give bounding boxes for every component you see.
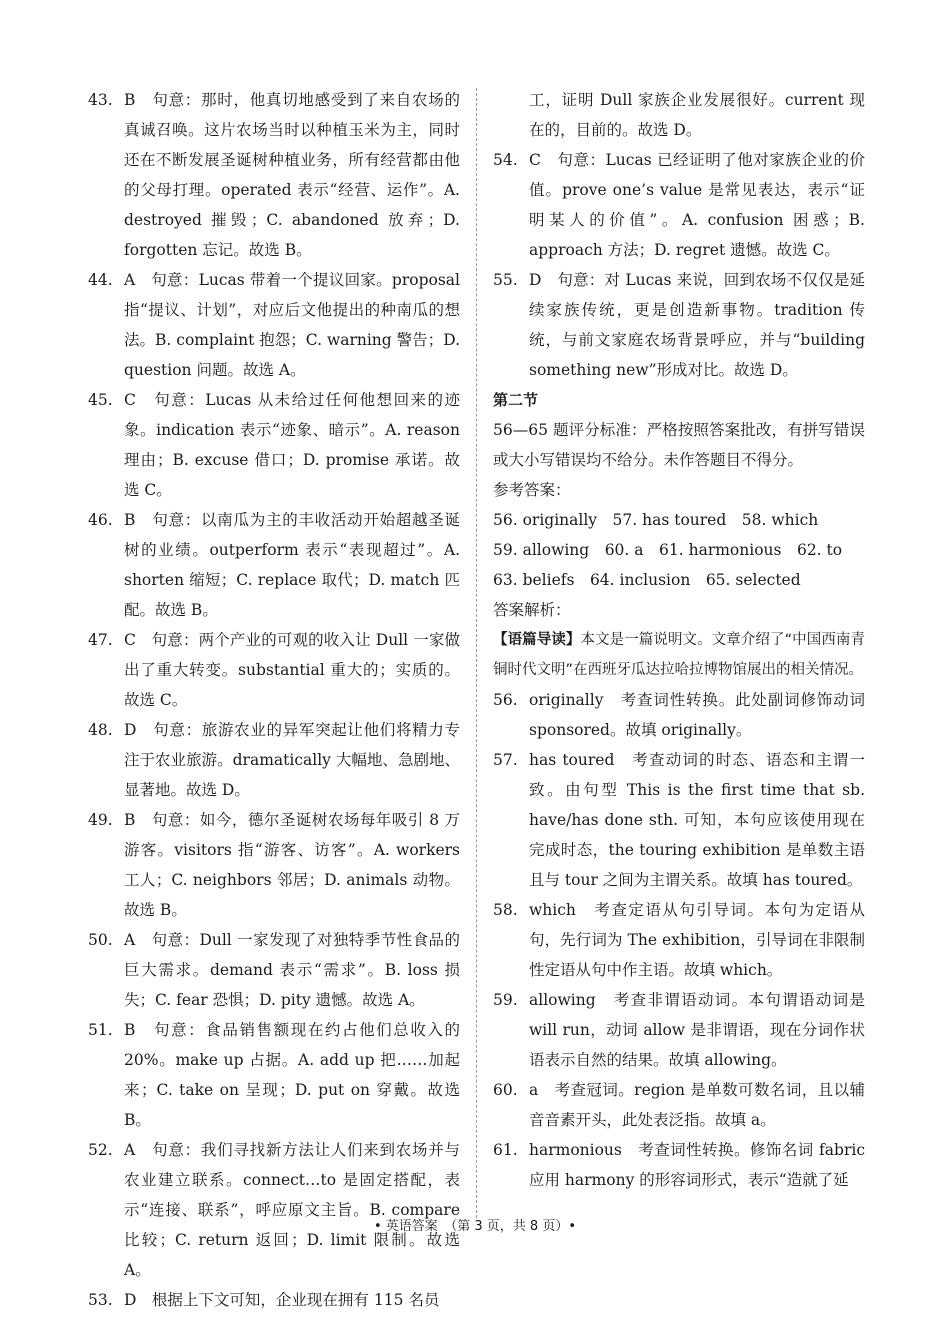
item-number: 57. (493, 751, 518, 769)
answer-item (493, 265, 865, 385)
answer-item (493, 1075, 865, 1135)
item-number: 51. (88, 1021, 113, 1039)
item-number: 52. (88, 1141, 113, 1159)
item-number: 44. (88, 271, 113, 289)
item-text: a 考查冠词。region 是单数可数名词，且以辅音音素开头，此处表泛指。故填 a。 (529, 1081, 865, 1129)
answer-item (493, 685, 865, 745)
item-number: 50. (88, 931, 113, 949)
item-number: 60. (493, 1081, 518, 1099)
item-text: C 句意：Lucas 已经证明了他对家族企业的价值。prove one’s value 是常见表达，表示“证明某人的价值”。A. confusion 困惑；B. approach 方法；D. regret 遗憾。故选 C。 (529, 151, 865, 259)
answer-item (493, 745, 865, 895)
item-number: 61. (493, 1141, 518, 1159)
answer-item (88, 1015, 460, 1135)
answer-item (88, 805, 460, 925)
item-number: 43. (88, 91, 113, 109)
item-text: A 句意：我们寻找新方法让人们来到农场并与农业建立联系。connect…to 是固定搭配，表示“连接、联系”，呼应原文主旨。B. compare 比较；C. return 返回；D. limit 限制。故选 A。 (124, 1141, 460, 1279)
item-number: 58. (493, 901, 518, 919)
item-number: 45. (88, 391, 113, 409)
passage-guide-text: 本文是一篇说明文。文章介绍了“中国西南青铜时代文明”在西班牙瓜达拉哈拉博物馆展出的相关情况。 (493, 632, 866, 678)
item-text: originally 考查词性转换。此处副词修饰动词 sponsored。故填 originally。 (529, 691, 865, 739)
answer-item (88, 925, 460, 1015)
item-text: B 句意：食品销售额现在约占他们总收入的 20%。make up 占据。A. add up 把……加起来；C. take on 呈现；D. put on 穿戴。故选 B。 (124, 1021, 460, 1129)
answer-item (493, 145, 865, 265)
item-text: D 句意：旅游农业的异军突起让他们将精力专注于农业旅游。dramatically 大幅地、急剧地、显著地。故选 D。 (124, 721, 460, 799)
column-divider (476, 88, 477, 1218)
item-text: B 句意：如今，德尔圣诞树农场每年吸引 8 万游客。visitors 指“游客、访客”。A. workers 工人；C. neighbors 邻居；D. animals 动物。故选 B。 (124, 811, 460, 919)
answer-item (88, 85, 460, 265)
answer-item (88, 505, 460, 625)
answer-item (88, 1285, 460, 1315)
item-text: C 句意：Lucas 从未给过任何他想回来的迹象。indication 表示“迹象、暗示”。A. reason 理由；B. excuse 借口；D. promise 承诺。故选 C。 (124, 391, 460, 499)
item-text: A 句意：Lucas 带着一个提议回家。proposal 指“提议、计划”，对应后文他提出的种南瓜的想法。B. complaint 抱怨；C. warning 警告；D. question 问题。故选 A。 (124, 271, 460, 379)
answer-item (493, 985, 865, 1075)
answer-item (88, 385, 460, 505)
right-column (493, 85, 865, 1195)
page-footer: • 英语答案 （第 3 页，共 8 页）• (373, 1219, 577, 1234)
item-number: 55. (493, 271, 518, 289)
answer-item (88, 625, 460, 715)
passage-guide-tag: 【语篇导读】 (493, 632, 581, 648)
item-text: B 句意：以南瓜为主的丰收活动开始超越圣诞树的业绩。outperform 表示“表现超过”。A. shorten 缩短；C. replace 取代；D. match 匹配。故选 B。 (124, 511, 460, 619)
answer-item (88, 715, 460, 805)
item-number: 48. (88, 721, 113, 739)
section-heading: 第二节 (493, 391, 539, 409)
analysis-label: 答案解析： (493, 601, 571, 619)
item-text: harmonious 考查词性转换。修饰名词 fabric 应用 harmony 的形容词形式，表示“造就了延 (529, 1141, 865, 1189)
grading-criteria: 56—65 题评分标准：严格按照答案批改，有拼写错误或大小写错误均不给分。未作答题目不得分。 (493, 421, 865, 469)
answer-item (88, 265, 460, 385)
item-text: D 根据上下文可知，企业现在拥有 115 名员 (124, 1291, 440, 1309)
item-53-continuation: 工，证明 Dull 家族企业发展很好。current 现在的，目前的。故选 D。 (529, 91, 865, 139)
item-text: D 句意：对 Lucas 来说，回到农场不仅仅是延续家族传统，更是创造新事物。tradition 传统，与前文家庭农场背景呼应，并与“building something new”形成对比。故选 D。 (529, 271, 865, 379)
answer-item (493, 895, 865, 985)
item-number: 46. (88, 511, 113, 529)
passage-guide (493, 625, 865, 685)
answer-item (88, 1135, 460, 1285)
item-number: 53. (88, 1291, 113, 1309)
item-number: 56. (493, 691, 518, 709)
item-number: 59. (493, 991, 518, 1009)
answer-row: 63. beliefs 64. inclusion 65. selected (493, 571, 801, 589)
answer-row: 56. originally 57. has toured 58. which (493, 511, 819, 529)
reference-answers-label: 参考答案： (493, 481, 571, 499)
item-text: has toured 考查动词的时态、语态和主谓一致。由句型 This is the first time that sb. have/has done sth. 可知，本句应该使用现在完成时态，the touring exhibition 是单数主语且与 tour 之间为主谓关系。故填 has toured。 (529, 751, 865, 889)
answer-item (493, 1135, 865, 1195)
item-text: A 句意：Dull 一家发现了对独特季节性食品的巨大需求。demand 表示“需求”。B. loss 损失；C. fear 恐惧；D. pity 遗憾。故选 A。 (124, 931, 460, 1009)
item-text: C 句意：两个产业的可观的收入让 Dull 一家做出了重大转变。substantial 重大的；实质的。故选 C。 (124, 631, 460, 709)
answer-row: 59. allowing 60. a 61. harmonious 62. to (493, 541, 843, 559)
item-number: 49. (88, 811, 113, 829)
item-number: 47. (88, 631, 113, 649)
left-column (88, 85, 460, 1315)
item-text: B 句意：那时，他真切地感受到了来自农场的真诚召唤。这片农场当时以种植玉米为主，同时还在不断发展圣诞树种植业务，所有经营都由他的父母打理。operated 表示“经营、运作”。A. destroyed 摧毁；C. abandoned 放弃；D. forgotten 忘记。故选 B。 (124, 91, 460, 259)
item-text: which 考查定语从句引导词。本句为定语从句，先行词为 The exhibition，引导词在非限制性定语从句中作主语。故填 which。 (529, 901, 865, 979)
item-number: 54. (493, 151, 518, 169)
item-text: allowing 考查非谓语动词。本句谓语动词是 will run，动词 allow 是非谓语，现在分词作状语表示自然的结果。故填 allowing。 (529, 991, 865, 1069)
